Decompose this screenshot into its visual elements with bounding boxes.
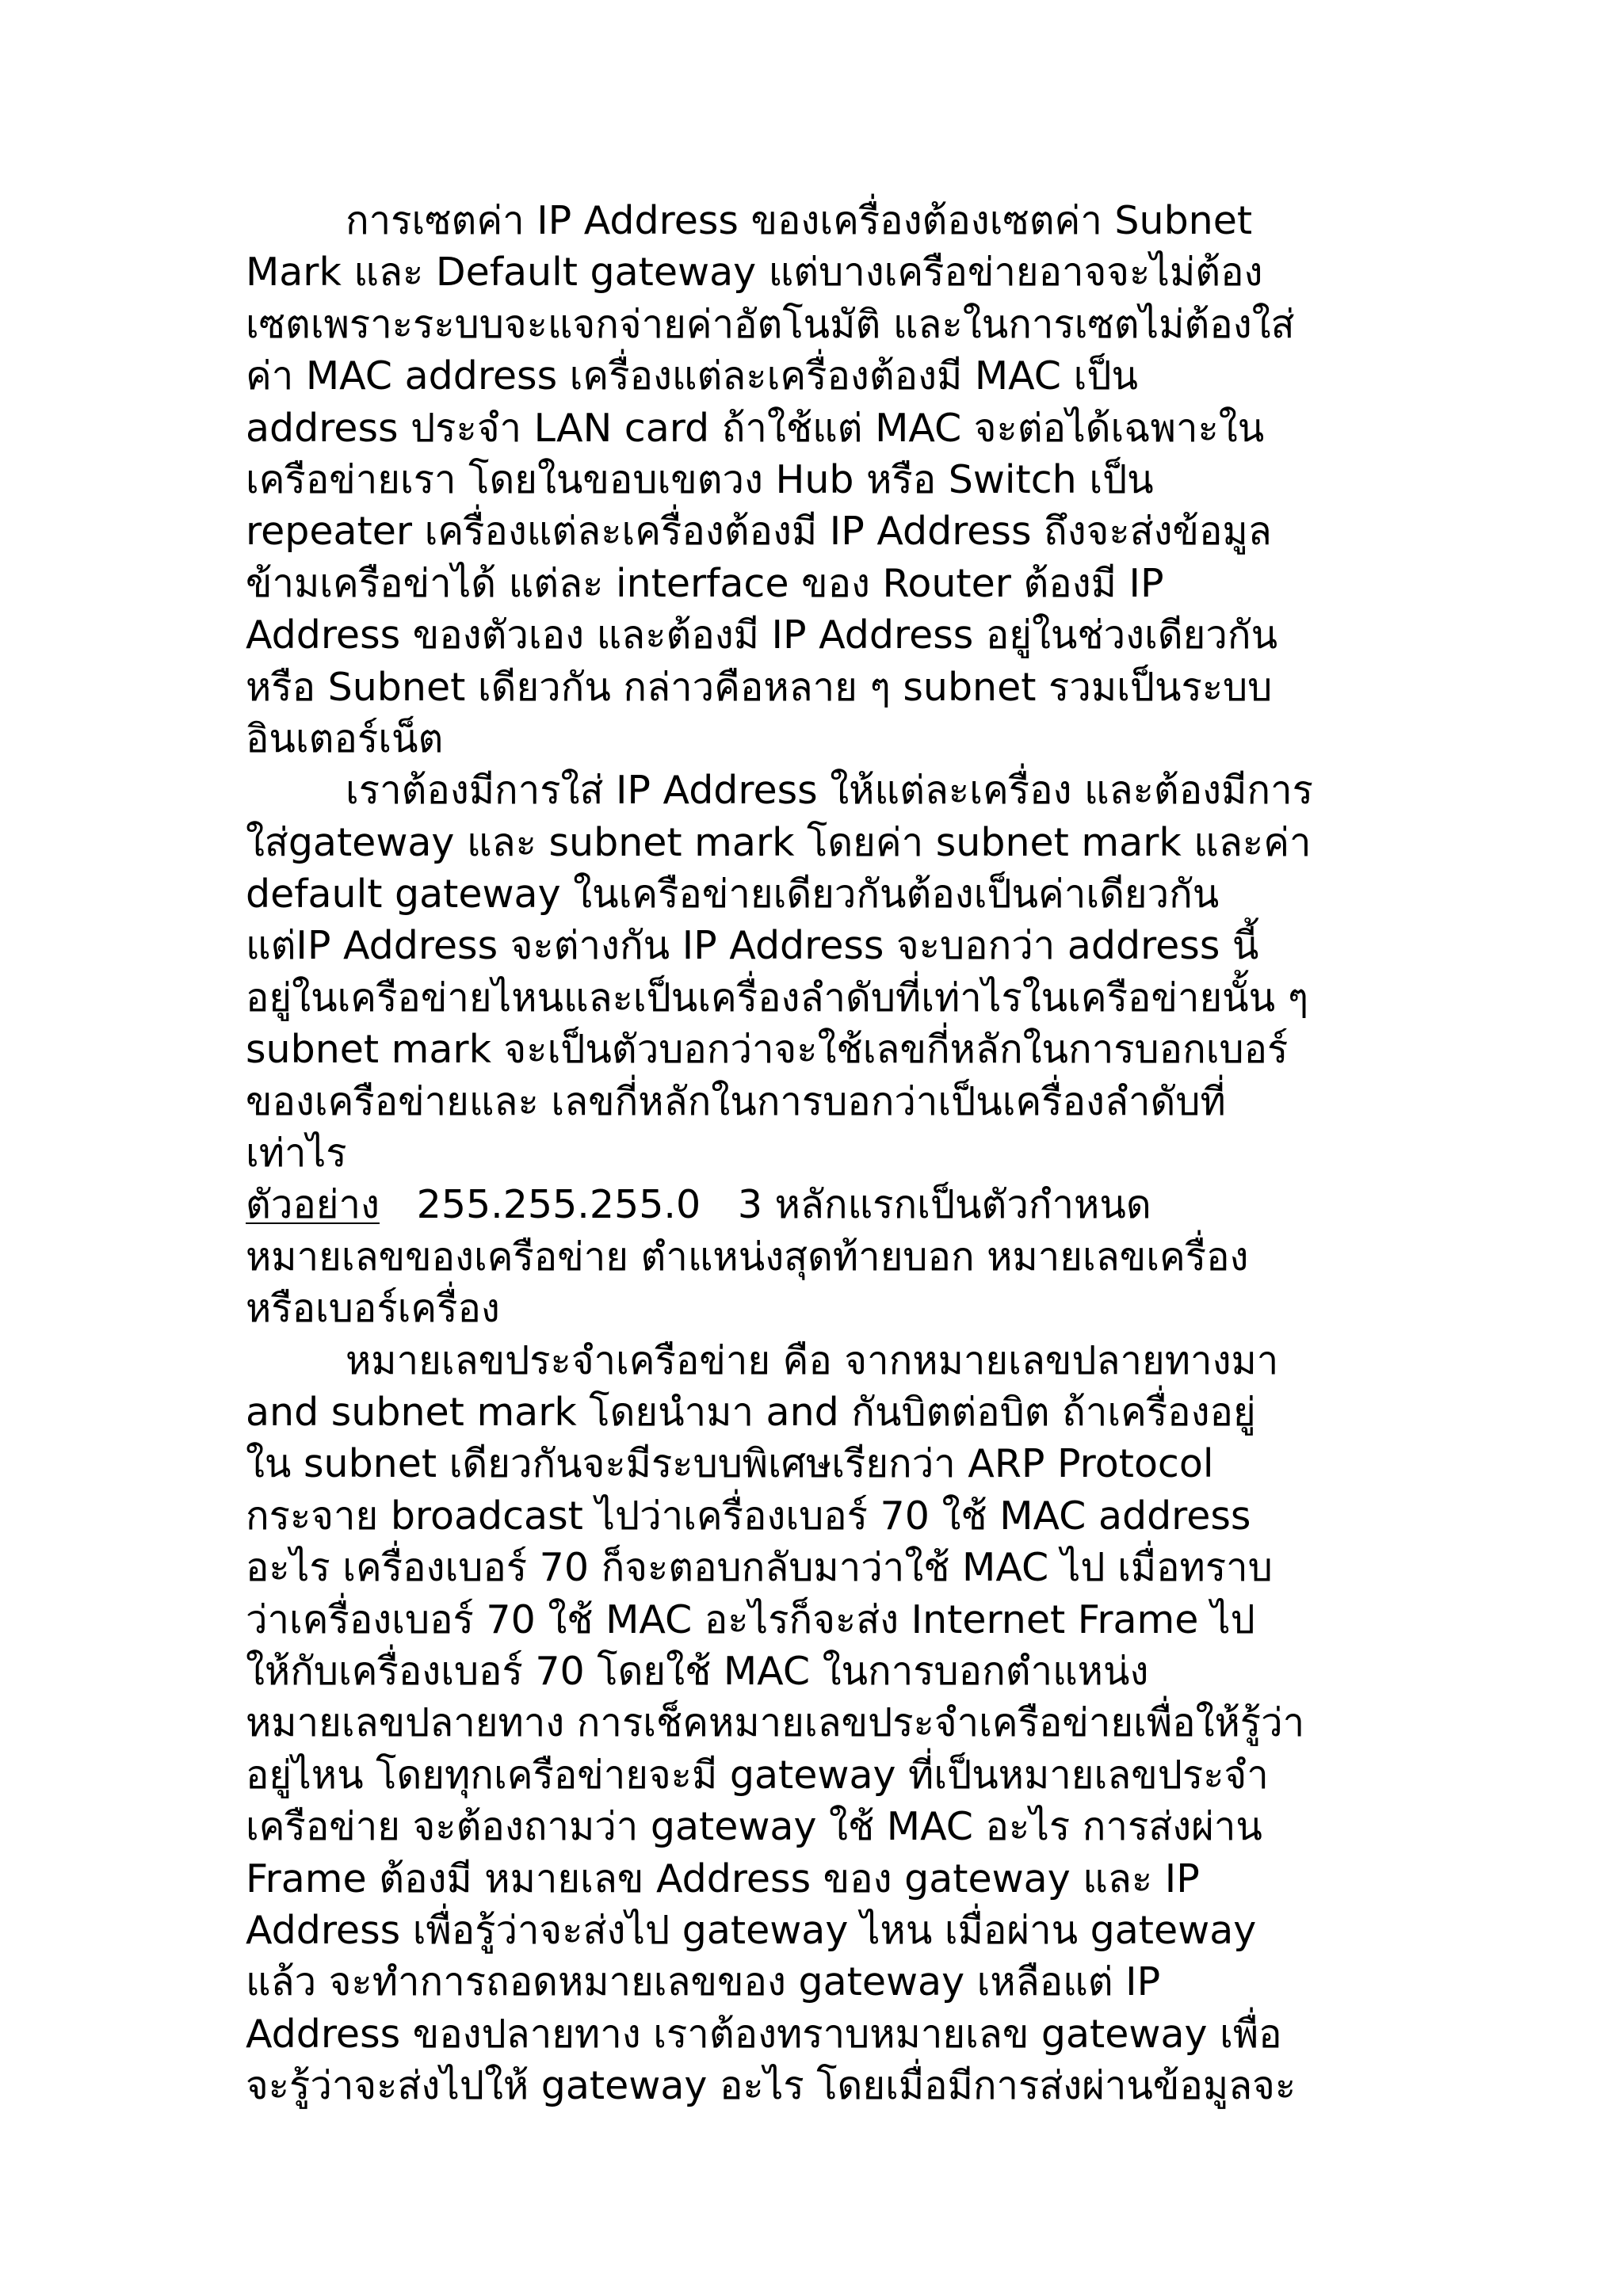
text-line: อยู่ไหน โดยทุกเครือข่ายจะมี gateway ที่เป็นหมายเลขประจำ: [246, 1752, 1269, 1798]
text-line: repeater เครื่องแต่ละเครื่องต้องมี IP Address ถึงจะส่งข้อมูล: [246, 509, 1272, 555]
text-line: default gateway ในเครือข่ายเดียวกันต้องเป็นค่าเดียวกัน: [246, 871, 1220, 917]
text-line: อะไร เครื่องเบอร์ 70 ก็จะตอบกลับมาว่าใช้ MAC ไป เมื่อทราบ: [246, 1545, 1273, 1591]
text-line: เซตเพราะระบบจะแจกจ่ายค่าอัตโนมัติ และในการเซตไม่ต้องใส่: [246, 301, 1295, 347]
text-line: จะรู้ว่าจะส่งไปให้ gateway อะไร โดยเมื่อมีการส่งผ่านข้อมูลจะ: [246, 2063, 1296, 2109]
text-line: อยู่ในเครือข่ายไหนและเป็นเครื่องลำดับที่เท่าไรในเครือข่ายนั้น ๆ: [246, 974, 1309, 1020]
text-line: Frame ต้องมี หมายเลข Address ของ gateway และ IP: [246, 1855, 1200, 1901]
example-label: ตัวอย่าง: [246, 1182, 380, 1228]
text-line: เราต้องมีการใส่ IP Address ให้แต่ละเครื่อง และต้องมีการ: [346, 768, 1313, 814]
text-line: เครือข่าย จะต้องถามว่า gateway ใช้ MAC อะไร การส่งผ่าน: [246, 1804, 1262, 1850]
text-line: กระจาย broadcast ไปว่าเครื่องเบอร์ 70 ใช้ MAC address: [246, 1493, 1251, 1539]
text-line: ข้ามเครือข่าได้ แต่ละ interface ของ Router ต้องมี IP: [246, 560, 1164, 606]
text-line: subnet mark จะเป็นตัวบอกว่าจะใช้เลขกี่หลักในการบอกเบอร์: [246, 1027, 1289, 1073]
text-line: ใน subnet เดียวกันจะมีระบบพิเศษเรียกว่า ARP Protocol: [246, 1441, 1214, 1487]
text-line: ใส่gateway และ subnet mark โดยค่า subnet mark และค่า: [246, 819, 1312, 865]
text-line: หมายเลขของเครือข่าย ตำแหน่งสุดท้ายบอก หมายเลขเครื่อง: [246, 1234, 1249, 1280]
example-text: 255.255.255.0 3 หลักแรกเป็นตัวกำหนด: [379, 1182, 1151, 1228]
text-line: หรือเบอร์เครื่อง: [246, 1286, 500, 1332]
text-line: หมายเลขประจำเครือข่าย คือ จากหมายเลขปลายทางมา: [346, 1337, 1279, 1383]
text-line: Address ของตัวเอง และต้องมี IP Address อยู่ในช่วงเดียวกัน: [246, 612, 1278, 658]
text-line: Address เพื่อรู้ว่าจะส่งไป gateway ไหน เมื่อผ่าน gateway: [246, 1907, 1257, 1953]
example-line: [246, 1179, 1419, 1230]
text-line: and subnet mark โดยนำมา and กันบิตต่อบิต ถ้าเครื่องอยู่: [246, 1389, 1256, 1435]
text-line: ค่า MAC address เครื่องแต่ละเครื่องต้องมี MAC เป็น: [246, 353, 1138, 399]
text-line: ว่าเครื่องเบอร์ 70 ใช้ MAC อะไรก็จะส่ง Internet Frame ไป: [246, 1596, 1255, 1642]
text-line: หรือ Subnet เดียวกัน กล่าวคือหลาย ๆ subnet รวมเป็นระบบ: [246, 664, 1273, 710]
document-body: [246, 195, 1419, 2111]
text-line: address ประจำ LAN card ถ้าใช้แต่ MAC จะต่อได้เฉพาะใน: [246, 405, 1265, 451]
text-line: ของเครือข่ายและ เลขกี่หลักในการบอกว่าเป็นเครื่องลำดับที่: [246, 1078, 1226, 1124]
text-line: แต่IP Address จะต่างกัน IP Address จะบอกว่า address นี้: [246, 923, 1259, 969]
text-line: เครือข่ายเรา โดยในขอบเขตวง Hub หรือ Switch เป็น: [246, 456, 1154, 502]
text-line: การเซตค่า IP Address ของเครื่องต้องเซตค่า Subnet: [346, 198, 1253, 243]
text-line: เท่าไร: [246, 1131, 347, 1177]
text-line: ให้กับเครื่องเบอร์ 70 โดยใช้ MAC ในการบอกตำแหน่ง: [246, 1648, 1149, 1694]
text-line: แล้ว จะทำการถอดหมายเลขของ gateway เหลือแต่ IP: [246, 1959, 1161, 2005]
text-line: Address ของปลายทาง เราต้องทราบหมายเลข gateway เพื่อ: [246, 2011, 1282, 2057]
text-line: Mark และ Default gateway แต่บางเครือข่ายอาจจะไม่ต้อง: [246, 250, 1263, 296]
text-line: อินเตอร์เน็ต: [246, 715, 444, 761]
text-line: หมายเลขปลายทาง การเช็คหมายเลขประจำเครือข่ายเพื่อให้รู้ว่า: [246, 1700, 1305, 1746]
